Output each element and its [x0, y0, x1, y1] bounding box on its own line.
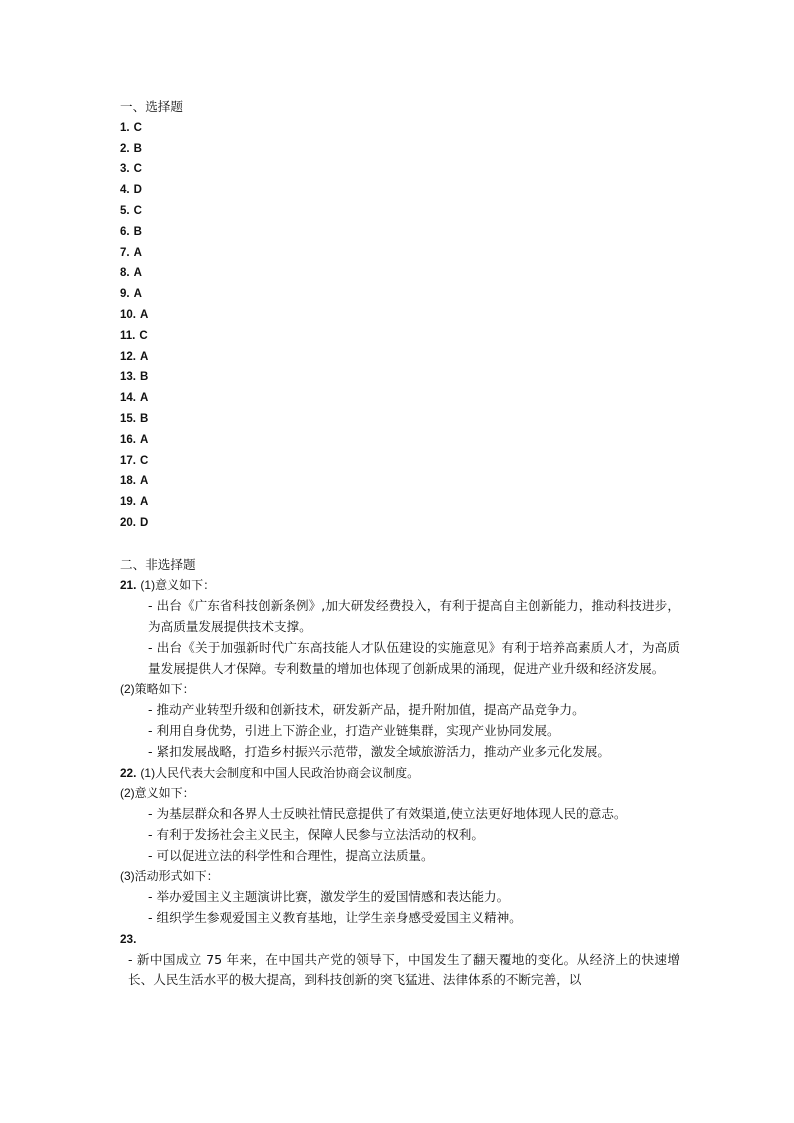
section-gap [120, 534, 680, 555]
choice-answer-item [120, 347, 680, 368]
choice-answer-number: 10. [120, 308, 136, 321]
section-title-choice: 一、选择题 [120, 99, 183, 114]
choice-answer-number: 18. [120, 475, 136, 488]
choice-answer-number: 17. [120, 454, 136, 467]
choice-answer-value: C [139, 329, 148, 342]
choice-answer-value: A [140, 350, 149, 363]
q22-part2-item-text: - 可以促进立法的科学性和合理性，提高立法质量。 [148, 847, 434, 863]
choice-answer-item [120, 180, 680, 201]
choice-answer-value: C [133, 121, 142, 134]
choice-answer-number: 11. [120, 329, 136, 342]
choice-answer-value: B [140, 371, 149, 384]
q22-part2-item [120, 804, 680, 825]
q21-part2-item-text: - 紧扣发展战略，打造乡村振兴示范带，激发全域旅游活力，推动产业多元化发展。 [148, 743, 610, 759]
choice-answer-number: 14. [120, 392, 136, 405]
choice-answer-item [120, 492, 680, 513]
q22-part3-item [120, 908, 680, 929]
choice-answer-item [120, 409, 680, 430]
q22-part2-item [120, 846, 680, 867]
q21-part2-item [120, 700, 680, 721]
q22-number: 22. [120, 765, 137, 780]
choice-answer-item [120, 284, 680, 305]
q21-number: 21. [120, 578, 137, 593]
q22-part2-item-text: - 有利于发扬社会主义民主，保障人民参与立法活动的权利。 [148, 826, 484, 842]
q22-part1-text: (1)人民代表大会制度和中国人民政治协商会议制度。 [140, 765, 420, 780]
choice-answer-number: 16. [120, 433, 136, 446]
choice-answer-number: 3. [120, 163, 130, 176]
q21-part1-item [120, 638, 680, 680]
q21-part1-item-text: - 出台《广东省科技创新条例》,加大研发经费投入，有利于提高自主创新能力，推动科技进步，为高质量发展提供技术支撑。 [148, 598, 680, 634]
q22-part2-label: (2)意义如下： [120, 786, 195, 801]
q22-part3-item-text: - 举办爱国主义主题演讲比赛，激发学生的爱国情感和表达能力。 [148, 889, 510, 905]
q21-part2-item [120, 721, 680, 742]
choice-answer-number: 2. [120, 142, 130, 155]
choice-answer-value: C [133, 163, 142, 176]
q21-part2-item-text: - 推动产业转型升级和创新技术，研发新产品，提升附加值，提高产品竞争力。 [148, 702, 585, 718]
choice-answer-number: 15. [120, 412, 136, 425]
choice-answer-value: A [140, 308, 149, 321]
choice-answer-value: B [140, 412, 149, 425]
q22-part3-label: (3)活动形式如下： [120, 869, 219, 884]
choice-answer-item [120, 139, 680, 160]
choice-answer-item [120, 471, 680, 492]
choice-answer-number: 20. [120, 516, 136, 529]
choice-answer-value: B [133, 142, 142, 155]
choice-answer-item [120, 305, 680, 326]
section-title-nonchoice: 二、非选择题 [120, 556, 196, 572]
choice-answer-value: A [140, 475, 149, 488]
q23-number: 23. [120, 931, 137, 946]
choice-answer-number: 1. [120, 121, 130, 134]
choice-answer-list [120, 118, 680, 534]
choice-answer-value: A [133, 288, 142, 301]
q22-part2-item-text: - 为基层群众和各界人士反映社情民意提供了有效渠道,使立法更好地体现人民的意志。 [148, 806, 627, 822]
choice-answer-item [120, 430, 680, 451]
q22-part2-item [120, 825, 680, 846]
choice-answer-item [120, 201, 680, 222]
choice-answer-value: A [140, 496, 149, 509]
answer-sheet [120, 97, 680, 991]
choice-answer-number: 5. [120, 204, 130, 217]
choice-answer-value: C [133, 204, 142, 217]
choice-answer-value: A [140, 392, 149, 405]
choice-answer-item [120, 326, 680, 347]
q21-part1-item [120, 596, 680, 638]
choice-answer-number: 6. [120, 225, 130, 238]
choice-answer-number: 12. [120, 350, 136, 363]
choice-answer-number: 9. [120, 288, 130, 301]
choice-answer-number: 13. [120, 371, 136, 384]
choice-answer-item [120, 388, 680, 409]
choice-answer-value: A [133, 246, 142, 259]
q21-part2-item-text: - 利用自身优势，引进上下游企业，打造产业链集群，实现产业协同发展。 [148, 722, 560, 738]
q22-part1 [120, 763, 680, 784]
q22-part3-item [120, 887, 680, 908]
choice-answer-value: A [140, 433, 149, 446]
choice-answer-value: D [133, 184, 142, 197]
choice-answer-item [120, 222, 680, 243]
choice-answer-value: C [140, 454, 149, 467]
choice-answer-item [120, 263, 680, 284]
q23-paragraph [120, 950, 680, 992]
choice-answer-number: 19. [120, 496, 136, 509]
choice-answer-item [120, 367, 680, 388]
choice-answer-item [120, 118, 680, 139]
q21-part1-label: (1)意义如下： [140, 578, 216, 593]
q21-part1-item-text: - 出台《关于加强新时代广东高技能人才队伍建设的实施意见》有利于培养高素质人才，为高质量发展提供人才保障。专利数量的增加也体现了创新成果的涌现，促进产业升级和经济发展。 [148, 639, 680, 676]
choice-answer-value: B [133, 225, 142, 238]
choice-answer-value: D [140, 516, 149, 529]
choice-answer-item [120, 513, 680, 534]
choice-answer-number: 4. [120, 184, 130, 197]
q21-part1-heading [120, 575, 680, 596]
choice-answer-item [120, 243, 680, 264]
choice-answer-number: 8. [120, 267, 130, 280]
q21-part2-label: (2)策略如下： [120, 682, 195, 697]
q23-paragraph-text: - 新中国成立 75 年来，在中国共产党的领导下，中国发生了翻天覆地的变化。从经济上的快速增长、人民生活水平的极大提高，到科技创新的突飞猛进、法律体系的不断完善，以 [128, 951, 680, 988]
choice-answer-item [120, 451, 680, 472]
choice-answer-number: 7. [120, 246, 130, 259]
q22-part3-item-text: - 组织学生参观爱国主义教育基地，让学生亲身感受爱国主义精神。 [148, 910, 522, 926]
choice-answer-item [120, 159, 680, 180]
q21-part2-item [120, 742, 680, 763]
choice-answer-value: A [133, 267, 142, 280]
